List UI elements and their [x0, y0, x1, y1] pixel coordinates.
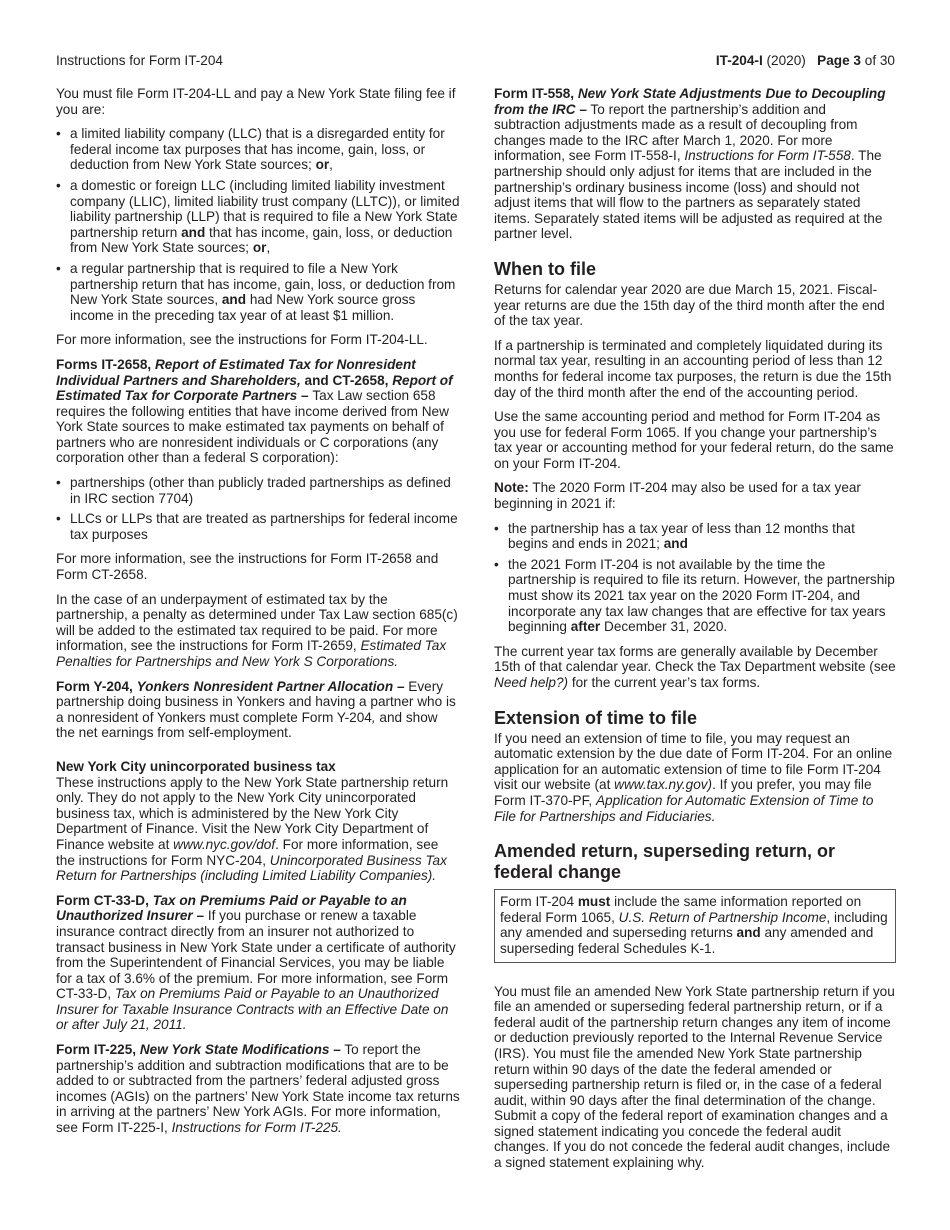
paragraph: Use the same accounting period and method for Form IT-204 as you use for federal Form 1065. If you change your partnership’s tax year or accounting method for your federal return, do the same on your Form IT-204.	[494, 409, 894, 471]
list-item: • a limited liability company (LLC) that is a disregarded entity for federal income tax purposes that has income, gain, loss, or deduction from New York State sources; or,	[56, 126, 460, 173]
paragraph: These instructions apply to the New York State partnership return only. They do not apply to the New York City unincorporated business tax, which is administered by the New York City Department of Finance. Visit the New York City Department of Finance website at www.nyc.gov/dof. For more information, see the instructions for Form NYC-204, Unincorporated Business Tax Return for Partnerships (including Limited Liability Companies).	[56, 774, 449, 884]
header-page-info	[716, 53, 895, 68]
list-item: • the 2021 Form IT-204 is not available by the time the partnership is required to file its return. However, the partnership must show its 2021 tax year on the 2020 Form IT-204, and incorporate any tax law changes that are effective for tax years beginning after December 31, 2020.	[494, 557, 896, 635]
paragraph: Note: The 2020 Form IT-204 may also be used for a tax year beginning in 2021 if:	[494, 480, 861, 512]
paragraph: The current year tax forms are generally available by December 15th of that calendar year. Check the Tax Department website (see Need help?) for the current year’s tax forms.	[494, 643, 896, 690]
header-year: (2020)	[762, 53, 806, 68]
paragraph: You must file Form IT-204-LL and pay a New York State filing fee if you are:	[56, 86, 456, 117]
list-item: • the partnership has a tax year of less than 12 months that begins and ends in 2021; and	[494, 521, 896, 552]
paragraph: Forms IT-2658, Report of Estimated Tax for Nonresident Individual Partners and Shareholders, and CT-2658, Report of Estimated Tax for Corporate Partners – Tax Law section 658 requires the following entities that have income derived from New York State sources to make estimated tax payments on behalf of partners who are nonresident individuals or C corporations (any corporation other than a federal S corporation):	[56, 356, 453, 466]
paragraph: If you need an extension of time to file, you may request an automatic extension by the due date of Form IT-204. For an online application for an automatic extension of time to file Form IT-204 visit our website (at www.tax.ny.gov). If you prefer, you may file Form IT-370-PF, Application for Automatic Extension of Time to File for Partnerships and Fiduciaries.	[494, 730, 893, 824]
list-item: • a domestic or foreign LLC (including limited liability investment company (LLIC), limited liability trust company (LLTC)), or limited liability partnership (LLP) that is required to file a New York State partnership return and that has income, gain, loss, or deduction from New York State sources; or,	[56, 178, 460, 256]
list-item: • a regular partnership that is required to file a New York partnership return that has income, gain, loss, or deduction from New York State sources, and had New York source gross income in the preceding tax year of at least $1 million.	[56, 261, 460, 323]
header-page-total: of 30	[860, 53, 895, 68]
bullet-list	[56, 475, 460, 542]
paragraph: Form CT-33-D, Tax on Premiums Paid or Payable to an Unauthorized Insurer – If you purchase or renew a taxable insurance contract directly from an insurer not authorized to transact business in New York State under a certificate of authority from the Superintendent of Financial Services, you may be liable for a tax of 3.6% of the premium. For more information, see Form CT-33-D, Tax on Premiums Paid or Payable to an Unauthorized Insurer for Taxable Insurance Contracts with an Effective Date on or after July 21, 2011.	[56, 892, 456, 1033]
header-form-code: IT-204-I	[715, 53, 763, 68]
page-header	[56, 53, 895, 71]
paragraph: Form IT-558, New York State Adjustments Due to Decoupling from the IRC – To report the partnership’s addition and subtraction adjustments made as a result of decoupling from changes made to the IRC after March 1, 2020. For more information, see Form IT-558-I, Instructions for Form IT-558. The partnership should only adjust for items that are included in the partnership’s ordinary business income (loss) and should not adjust items that will flow to the partners as separately stated items. Separately stated items will be adjusted as required at the partner level.	[494, 86, 886, 242]
list-item: • partnerships (other than publicly traded partnerships as defined in IRC section 7704)	[56, 475, 460, 506]
section-heading-amended-return: Amended return, superseding return, or federal change	[494, 841, 836, 883]
bullet-list	[56, 126, 460, 323]
paragraph: Form Y-204, Yonkers Nonresident Partner Allocation – Every partnership doing business in Yonkers and having a partner who is a nonresident of Yonkers must complete Form Y-204, and show the net earnings from self-employment.	[56, 678, 456, 741]
section-heading-when-to-file: When to file	[494, 258, 596, 279]
paragraph: Form IT-225, New York State Modifications – To report the partnership’s addition and subtraction modifications that are to be added to or subtracted from the partners’ federal adjusted gross incomes (AGIs) on the partners’ New York State income tax returns in arriving at the partners’ New York AGIs. For more information, see Form IT-225-I, Instructions for Form IT-225.	[56, 1042, 460, 1136]
header-title: Instructions for Form IT-204	[56, 53, 223, 68]
right-column	[494, 86, 896, 1180]
section-heading-nyc-ubt: New York City unincorporated business tax	[56, 758, 336, 774]
paragraph: If a partnership is terminated and completely liquidated during its normal tax year, resulting in an accounting period of less than 12 months for federal income tax purposes, the return is due the 15th day of the third month after the end of the accounting period.	[494, 337, 892, 400]
bullet-list	[494, 521, 896, 635]
left-column	[56, 86, 460, 1145]
paragraph: For more information, see the instructions for Form IT-2658 and Form CT-2658.	[56, 551, 439, 583]
paragraph: In the case of an underpayment of estimated tax by the partnership, a penalty as determined under Tax Law section 685(c) will be added to the estimated tax required to be paid. For more information, see the instructions for Form IT-2659, Estimated Tax Penalties for Partnerships and New York S Corporations.	[56, 591, 458, 669]
callout-box: Form IT-204 must include the same information reported on federal Form 1065, U.S. Return of Partnership Income, including any amended and superseding returns and any amended and superseding federal Schedules K-1.	[494, 889, 896, 962]
list-item: • LLCs or LLPs that are treated as partnerships for federal income tax purposes	[56, 511, 460, 542]
paragraph: Returns for calendar year 2020 are due March 15, 2021. Fiscal-year returns are due the 15th day of the third month after the end of the tax year.	[494, 281, 885, 329]
paragraph: You must file an amended New York State partnership return if you file an amended or superseding federal partnership return, or if a federal audit of the partnership return changes any item of income or deduction previously reported to the Internal Revenue Service (IRS). You must file the amended New York State partnership return within 90 days of the date the federal amended or superseding partnership return is filed or, in the case of a federal audit, within 90 days after the final determination of the change. Submit a copy of the federal report of examination changes and a signed statement indicating you concede the federal audit changes. If you do not concede the federal audit changes, include a signed statement explaining why.	[494, 983, 895, 1171]
paragraph: For more information, see the instructions for Form IT-204-LL.	[56, 332, 428, 348]
header-page-number: Page 3	[817, 53, 861, 68]
section-heading-extension: Extension of time to file	[494, 707, 698, 728]
